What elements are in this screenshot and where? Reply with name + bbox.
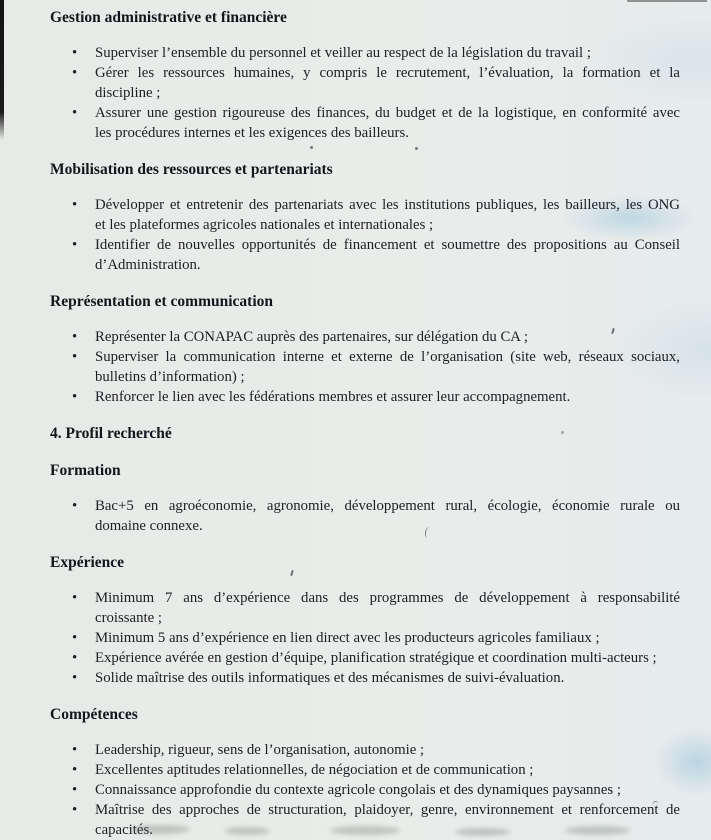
bullet-item bbox=[50, 628, 680, 648]
bullet-list bbox=[50, 740, 680, 840]
bullet-item bbox=[50, 496, 680, 536]
bullet-marker-icon: • bbox=[72, 45, 78, 61]
section-heading: Mobilisation des ressources et partenariats bbox=[50, 161, 333, 178]
bullet-list bbox=[50, 195, 680, 275]
bullet-line: Renforcer le lien avec les fédérations membres et assurer leur accompagnement. bbox=[95, 389, 571, 405]
bullet-list bbox=[50, 496, 680, 536]
bullet-text bbox=[95, 387, 680, 407]
section bbox=[50, 8, 680, 143]
bullet-marker-icon: • bbox=[72, 197, 78, 213]
bullet-text bbox=[95, 668, 680, 688]
section bbox=[50, 160, 680, 275]
bullet-text bbox=[95, 760, 680, 780]
bullet-line: Minimum 7 ans d’expérience dans des programmes de développement à responsabilité bbox=[95, 590, 680, 606]
bullet-line: Superviser la communication interne et externe de l’organisation (site web, réseaux sociaux, bbox=[95, 349, 680, 365]
bullet-marker-icon: • bbox=[72, 782, 78, 798]
bullet-text bbox=[95, 780, 680, 800]
bullet-marker-icon: • bbox=[72, 389, 78, 405]
section bbox=[50, 424, 680, 444]
bullet-text bbox=[95, 195, 680, 235]
bullet-item bbox=[50, 588, 680, 628]
bullet-item bbox=[50, 780, 680, 800]
bullet-marker-icon: • bbox=[72, 590, 78, 606]
bullet-text bbox=[95, 588, 680, 628]
bullet-text bbox=[95, 43, 680, 63]
bullet-marker-icon: • bbox=[72, 650, 78, 666]
section-heading: Formation bbox=[50, 462, 121, 479]
scan-edge-artifact bbox=[0, 0, 4, 140]
bullet-marker-icon: • bbox=[72, 670, 78, 686]
bullet-marker-icon: • bbox=[72, 329, 78, 345]
bullet-line: d’Administration. bbox=[95, 257, 201, 273]
section-heading: 4. Profil recherché bbox=[50, 425, 172, 442]
bullet-line: discipline ; bbox=[95, 85, 161, 101]
section-heading: Gestion administrative et financière bbox=[50, 9, 287, 26]
bullet-marker-icon: • bbox=[72, 762, 78, 778]
bullet-item bbox=[50, 800, 680, 840]
bullet-line: bulletins d’information) ; bbox=[95, 369, 245, 385]
bullet-text bbox=[95, 648, 680, 668]
bullet-item bbox=[50, 103, 680, 143]
bullet-item bbox=[50, 387, 680, 407]
scan-edge-artifact-top bbox=[627, 0, 707, 2]
bullet-item bbox=[50, 43, 680, 63]
bullet-item bbox=[50, 327, 680, 347]
bullet-marker-icon: • bbox=[72, 498, 78, 514]
section bbox=[50, 553, 680, 688]
bullet-marker-icon: • bbox=[72, 630, 78, 646]
bullet-item bbox=[50, 740, 680, 760]
bullet-line: capacités. bbox=[95, 822, 153, 838]
bullet-line: Bac+5 en agroéconomie, agronomie, développement rural, écologie, économie rurale ou bbox=[95, 498, 680, 514]
bullet-line: Représenter la CONAPAC auprès des partenaires, sur délégation du CA ; bbox=[95, 329, 528, 345]
bullet-line: Solide maîtrise des outils informatiques et des mécanismes de suivi-évaluation. bbox=[95, 670, 565, 686]
bullet-item bbox=[50, 668, 680, 688]
bullet-marker-icon: • bbox=[72, 802, 78, 818]
bullet-marker-icon: • bbox=[72, 742, 78, 758]
section-heading: Expérience bbox=[50, 554, 125, 571]
bullet-line: et les plateformes agricoles nationales et internationales ; bbox=[95, 217, 434, 233]
bullet-item bbox=[50, 195, 680, 235]
bullet-text bbox=[95, 63, 680, 103]
bullet-line: Assurer une gestion rigoureuse des finances, du budget et de la logistique, en conformité avec bbox=[95, 105, 680, 121]
bullet-marker-icon: • bbox=[72, 349, 78, 365]
bullet-line: Développer et entretenir des partenariats avec les institutions publiques, les bailleurs, les ONG bbox=[95, 197, 680, 213]
bullet-list bbox=[50, 327, 680, 407]
bullet-list bbox=[50, 588, 680, 688]
bullet-item bbox=[50, 760, 680, 780]
section bbox=[50, 292, 680, 407]
bullet-line: Superviser l’ensemble du personnel et veiller au respect de la législation du travail ; bbox=[95, 45, 591, 61]
bullet-item bbox=[50, 347, 680, 387]
bullet-line: croissante ; bbox=[95, 610, 162, 626]
bullet-text bbox=[95, 800, 680, 840]
bullet-line: les procédures internes et les exigences des bailleurs. bbox=[95, 125, 409, 141]
bullet-marker-icon: • bbox=[72, 237, 78, 253]
bullet-text bbox=[95, 496, 680, 536]
section-heading: Compétences bbox=[50, 706, 138, 723]
section bbox=[50, 705, 680, 840]
bullet-line: Leadership, rigueur, sens de l’organisation, autonomie ; bbox=[95, 742, 425, 758]
bullet-line: Identifier de nouvelles opportunités de financement et soumettre des propositions au Conseil bbox=[95, 237, 680, 253]
bullet-text bbox=[95, 235, 680, 275]
bullet-text bbox=[95, 628, 680, 648]
section-heading: Représentation et communication bbox=[50, 293, 273, 310]
bullet-marker-icon: • bbox=[72, 105, 78, 121]
bullet-line: Maîtrise des approches de structuration, plaidoyer, genre, environnement et renforcement de bbox=[95, 802, 680, 818]
bullet-marker-icon: • bbox=[72, 65, 78, 81]
section bbox=[50, 461, 680, 536]
bullet-item bbox=[50, 63, 680, 103]
bullet-line: Connaissance approfondie du contexte agricole congolais et des dynamiques paysannes ; bbox=[95, 782, 621, 798]
bullet-line: Minimum 5 ans d’expérience en lien direct avec les producteurs agricoles familiaux ; bbox=[95, 630, 600, 646]
bullet-text bbox=[95, 103, 680, 143]
bullet-line: Expérience avérée en gestion d’équipe, planification stratégique et coordination multi-acteurs ; bbox=[95, 650, 657, 666]
bullet-text bbox=[95, 740, 680, 760]
bullet-line: Excellentes aptitudes relationnelles, de négociation et de communication ; bbox=[95, 762, 534, 778]
bullet-line: Gérer les ressources humaines, y compris le recrutement, l’évaluation, la formation et la bbox=[95, 65, 680, 81]
bullet-item bbox=[50, 648, 680, 668]
bullet-item bbox=[50, 235, 680, 275]
bullet-line: domaine connexe. bbox=[95, 518, 203, 534]
bullet-text bbox=[95, 327, 680, 347]
bullet-list bbox=[50, 43, 680, 143]
bullet-text bbox=[95, 347, 680, 387]
